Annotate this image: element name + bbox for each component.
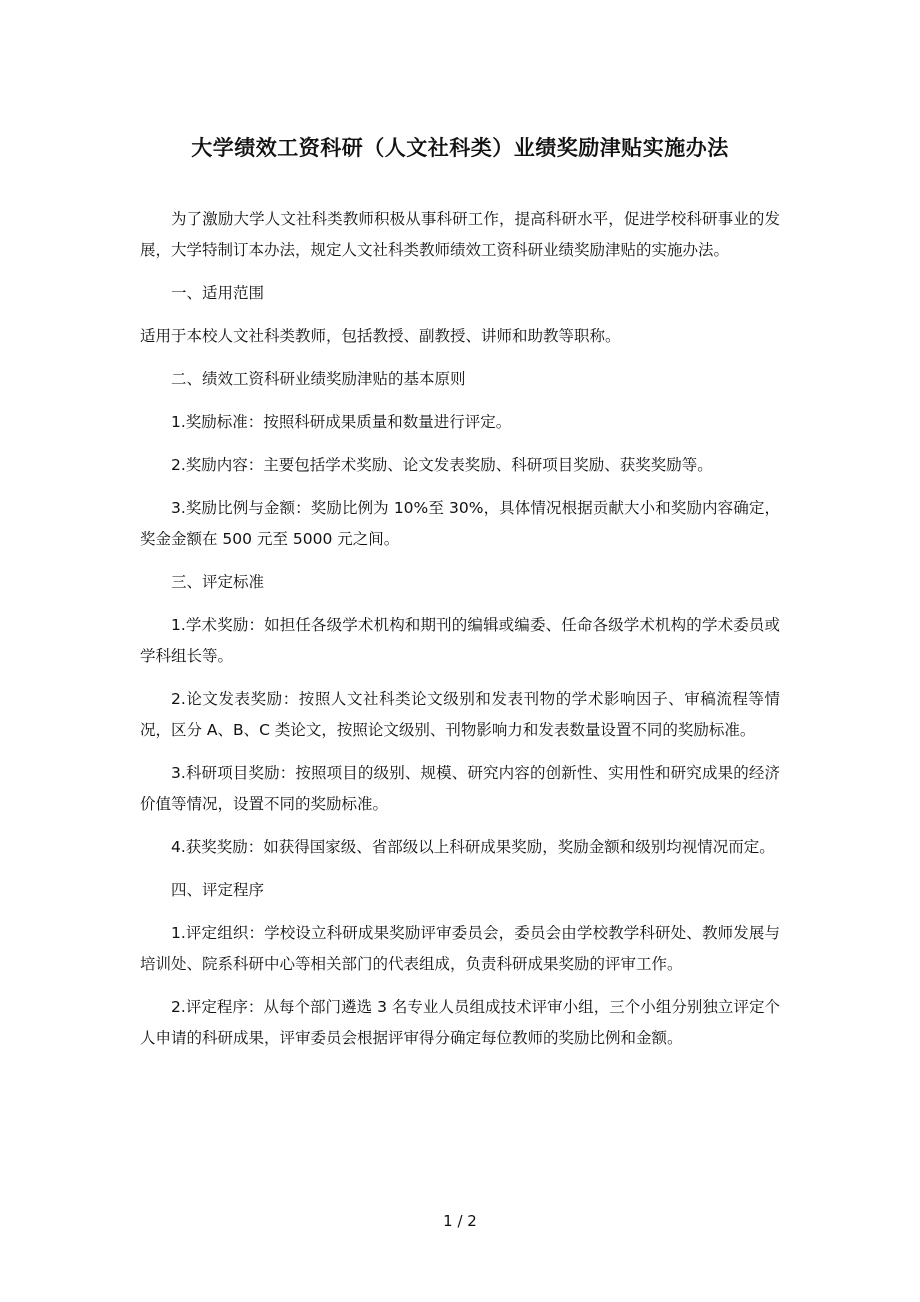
criteria-item-2: 2.论文发表奖励：按照人文社科类论文级别和发表刊物的学术影响因子、审稿流程等情况，区分 A、B、C 类论文，按照论文级别、刊物影响力和发表数量设置不同的奖励标准。 (140, 690, 780, 739)
intro-paragraph: 为了激励大学人文社科类教师积极从事科研工作，提高科研水平，促进学校科研事业的发展，大学特制订本办法，规定人文社科类教师绩效工资科研业绩奖励津贴的实施办法。 (140, 210, 780, 259)
page-number: 1 / 2 (443, 1212, 477, 1230)
principle-item-2: 2.奖励内容：主要包括学术奖励、论文发表奖励、科研项目奖励、获奖奖励等。 (171, 456, 713, 474)
criteria-item-1: 1.学术奖励：如担任各级学术机构和期刊的编辑或编委、任命各级学术机构的学术委员或学科组长等。 (140, 616, 780, 665)
principle-item-3: 3.奖励比例与金额：奖励比例为 10%至 30%，具体情况根据贡献大小和奖励内容确定，奖金金额在 500 元至 5000 元之间。 (140, 499, 780, 548)
document-body (140, 204, 780, 1066)
procedure-item-1: 1.评定组织：学校设立科研成果奖励评审委员会，委员会由学校教学科研处、教师发展与培训处、院系科研中心等相关部门的代表组成，负责科研成果奖励的评审工作。 (140, 924, 780, 973)
section-heading-criteria: 三、评定标准 (171, 573, 265, 591)
criteria-item-3: 3.科研项目奖励：按照项目的级别、规模、研究内容的创新性、实用性和研究成果的经济价值等情况，设置不同的奖励标准。 (140, 764, 780, 813)
principle-item-1: 1.奖励标准：按照科研成果质量和数量进行评定。 (171, 413, 512, 431)
scope-paragraph: 适用于本校人文社科类教师，包括教授、副教授、讲师和助教等职称。 (140, 327, 621, 345)
section-heading-procedure: 四、评定程序 (171, 881, 265, 899)
section-heading-scope: 一、适用范围 (171, 284, 265, 302)
document-title: 大学绩效工资科研（人文社科类）业绩奖励津贴实施办法 (191, 136, 729, 160)
procedure-item-2: 2.评定程序：从每个部门遴选 3 名专业人员组成技术评审小组，三个小组分别独立评定个人申请的科研成果，评审委员会根据评审得分确定每位教师的奖励比例和金额。 (140, 998, 780, 1047)
criteria-item-4: 4.获奖奖励：如获得国家级、省部级以上科研成果奖励，奖励金额和级别均视情况而定。 (171, 838, 775, 856)
section-heading-principles: 二、绩效工资科研业绩奖励津贴的基本原则 (171, 370, 466, 388)
